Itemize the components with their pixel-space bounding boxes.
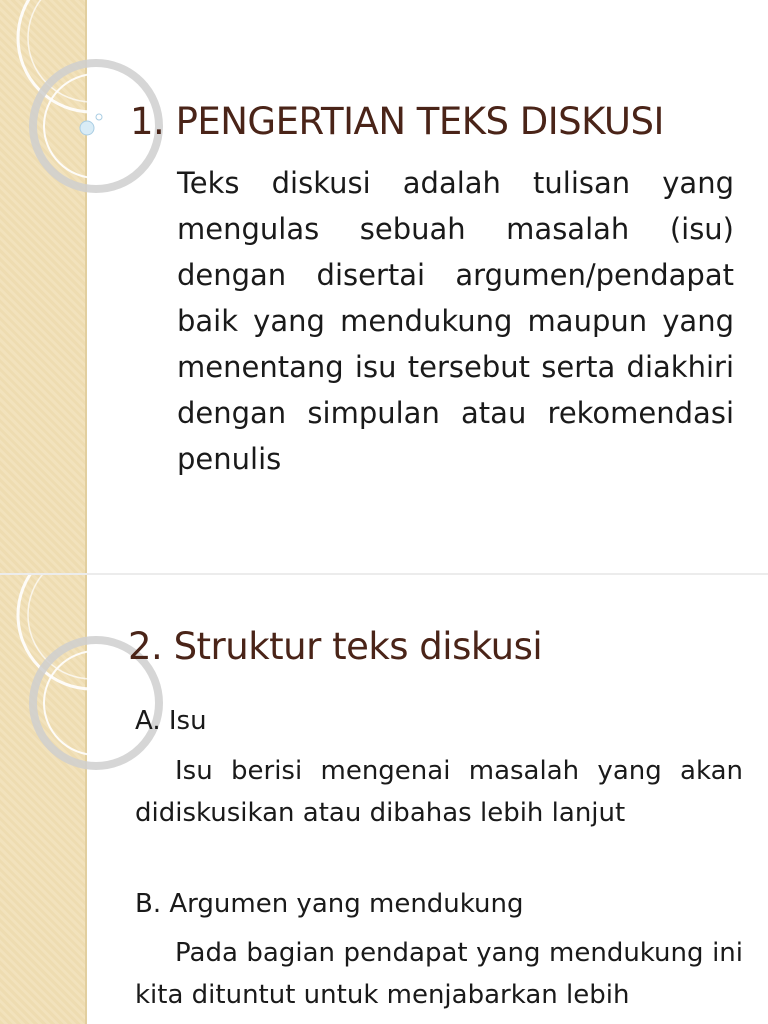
section-heading: B. Argumen yang mendukung bbox=[135, 889, 524, 919]
bullet-dot bbox=[80, 121, 94, 135]
slide-title: 1. PENGERTIAN TEKS DISKUSI bbox=[130, 100, 664, 143]
slide-2 bbox=[0, 575, 768, 1024]
section-heading: A. Isu bbox=[135, 706, 207, 736]
section-paragraph: Isu berisi mengenai masalah yang akan didiskusikan atau dibahas lebih lanjut bbox=[135, 756, 743, 828]
bullet-dot bbox=[96, 114, 102, 120]
slide-title: 2. Struktur teks diskusi bbox=[128, 625, 543, 668]
section-paragraph: Pada bagian pendapat yang mendukung ini kita dituntut untuk menjabarkan lebih bbox=[135, 938, 743, 1010]
definition-paragraph: Teks diskusi adalah tulisan yang mengulas sebuah masalah (isu) dengan disertai argumen/pendapat baik yang mendukung maupun yang menentang isu tersebut serta diakhiri dengan simpulan atau rekomendasi penulis bbox=[177, 166, 734, 476]
